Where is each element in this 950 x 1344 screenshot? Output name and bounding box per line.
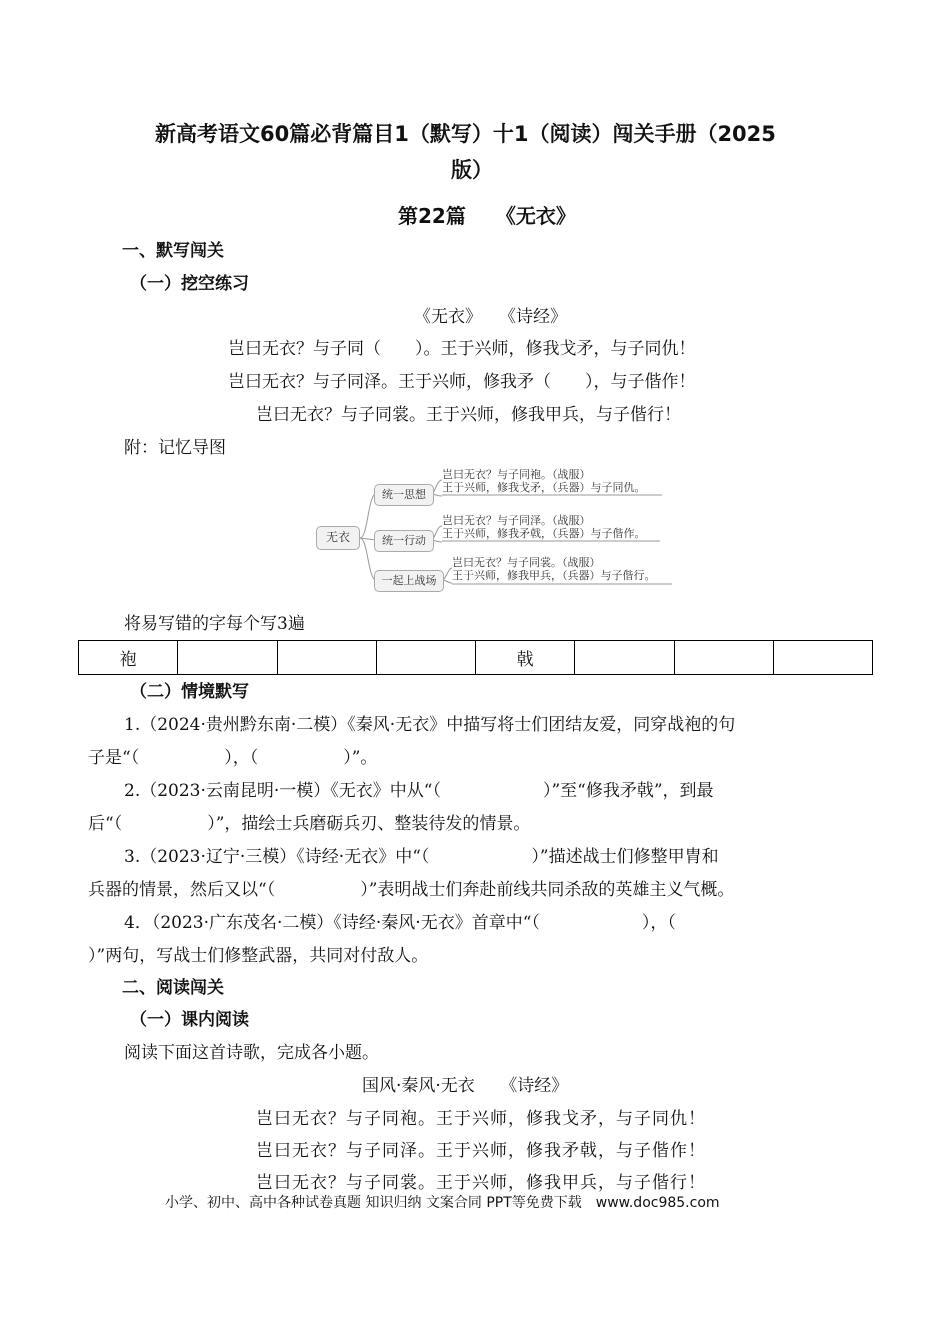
- question-line: ）”两句，写战士们修整武器，共同对付敌人。: [88, 946, 429, 966]
- reading-poem-line: 岂曰无衣？与子同裳。王于兴师，修我甲兵，与子偕行！: [256, 1173, 706, 1193]
- question-line: 后“（ ）”，描绘士兵磨砺兵刃、整装待发的情景。: [88, 814, 531, 834]
- appendix-label: 附：记忆导图: [124, 438, 226, 458]
- mind-map-branch: 一起上战场: [374, 570, 444, 592]
- section-heading-1: 一、默写闯关: [122, 241, 224, 261]
- poem-title: 《无衣》 《诗经》: [414, 307, 567, 327]
- question-line: 子是“（ ），（ ）”。: [88, 748, 378, 768]
- practice-cell[interactable]: [575, 641, 674, 675]
- mind-map-root: 无衣: [316, 526, 360, 550]
- practice-cell[interactable]: [178, 641, 277, 675]
- mind-map-leaf: 王于兴师，修我矛戟，（兵器）与子偕作。: [442, 527, 646, 540]
- mind-map-leaf: 岂曰无衣？与子同袍。（战服）: [442, 468, 591, 481]
- question-line: 2.（2023·云南昆明·一模）《无衣》中从“（ ）”至“修我矛戟”，到最: [124, 781, 714, 801]
- practice-cell: 戟: [476, 641, 575, 675]
- page-title-continued: 版）: [451, 158, 493, 182]
- mind-map-leaf: 岂曰无衣？与子同裳。（战服）: [452, 556, 601, 569]
- practice-grid: [78, 640, 873, 675]
- practice-cell[interactable]: [376, 641, 475, 675]
- question-line: 1.（2024·贵州黔东南·二模）《秦风·无衣》中描写将士们团结友爱，同穿战袍的句: [124, 715, 736, 735]
- practice-cell[interactable]: [277, 641, 376, 675]
- mind-map-leaf: 王于兴师，修我戈矛，（兵器）与子同仇。: [442, 481, 646, 494]
- mind-map-leaf: 王于兴师，修我甲兵，（兵器）与子偕行。: [452, 569, 656, 582]
- mind-map-leaf: 岂曰无衣？与子同泽。（战服）: [442, 514, 591, 527]
- poem-line: 岂曰无衣？与子同（ ）。王于兴师，修我戈矛，与子同仇！: [228, 339, 696, 359]
- reading-poem-title: 国风·秦风·无衣 《诗经》: [362, 1076, 569, 1096]
- subsection-heading-1-2: （二）情境默写: [130, 682, 249, 702]
- subsection-heading-2-1: （一）课内阅读: [130, 1010, 249, 1030]
- poem-line: 岂曰无衣？与子同泽。王于兴师，修我矛（ ），与子偕作！: [228, 372, 696, 392]
- page-footer: 小学、初中、高中各种试卷真题 知识归纳 文案合同 PPT等免费下载 www.doc985.com: [165, 1195, 720, 1211]
- reading-instruction: 阅读下面这首诗歌，完成各小题。: [124, 1043, 379, 1063]
- mind-map-branch: 统一行动: [374, 530, 434, 552]
- write-prompt: 将易写错的字每个写3遍: [124, 614, 305, 634]
- reading-poem-line: 岂曰无衣？与子同袍。王于兴师，修我戈矛，与子同仇！: [256, 1109, 706, 1129]
- practice-cell[interactable]: [674, 641, 773, 675]
- page-title: 新高考语文60篇必背篇目1（默写）十1（阅读）闯关手册（2025: [155, 122, 776, 146]
- question-line: 兵器的情景，然后又以“（ ）”表明战士们奔赴前线共同杀敌的英雄主义气概。: [88, 880, 735, 900]
- poem-line: 岂曰无衣？与子同裳。王于兴师，修我甲兵，与子偕行！: [256, 405, 681, 425]
- practice-cell[interactable]: [773, 641, 872, 675]
- mind-map-branch: 统一思想: [374, 484, 434, 506]
- practice-cell: 袍: [79, 641, 178, 675]
- subsection-heading-1-1: （一）挖空练习: [130, 274, 249, 294]
- page-subtitle: 第22篇 《无衣》: [398, 204, 576, 228]
- section-heading-2: 二、阅读闯关: [122, 978, 224, 998]
- reading-poem-line: 岂曰无衣？与子同泽。王于兴师，修我矛戟，与子偕作！: [256, 1141, 706, 1161]
- mind-map: [310, 462, 680, 594]
- question-line: 4．（2023·广东茂名·二模）《诗经·秦风·无衣》首章中“（ ），（: [124, 913, 676, 933]
- question-line: 3.（2023·辽宁·三模）《诗经·无衣》中“（ ）”描述战士们修整甲胄和: [124, 847, 719, 867]
